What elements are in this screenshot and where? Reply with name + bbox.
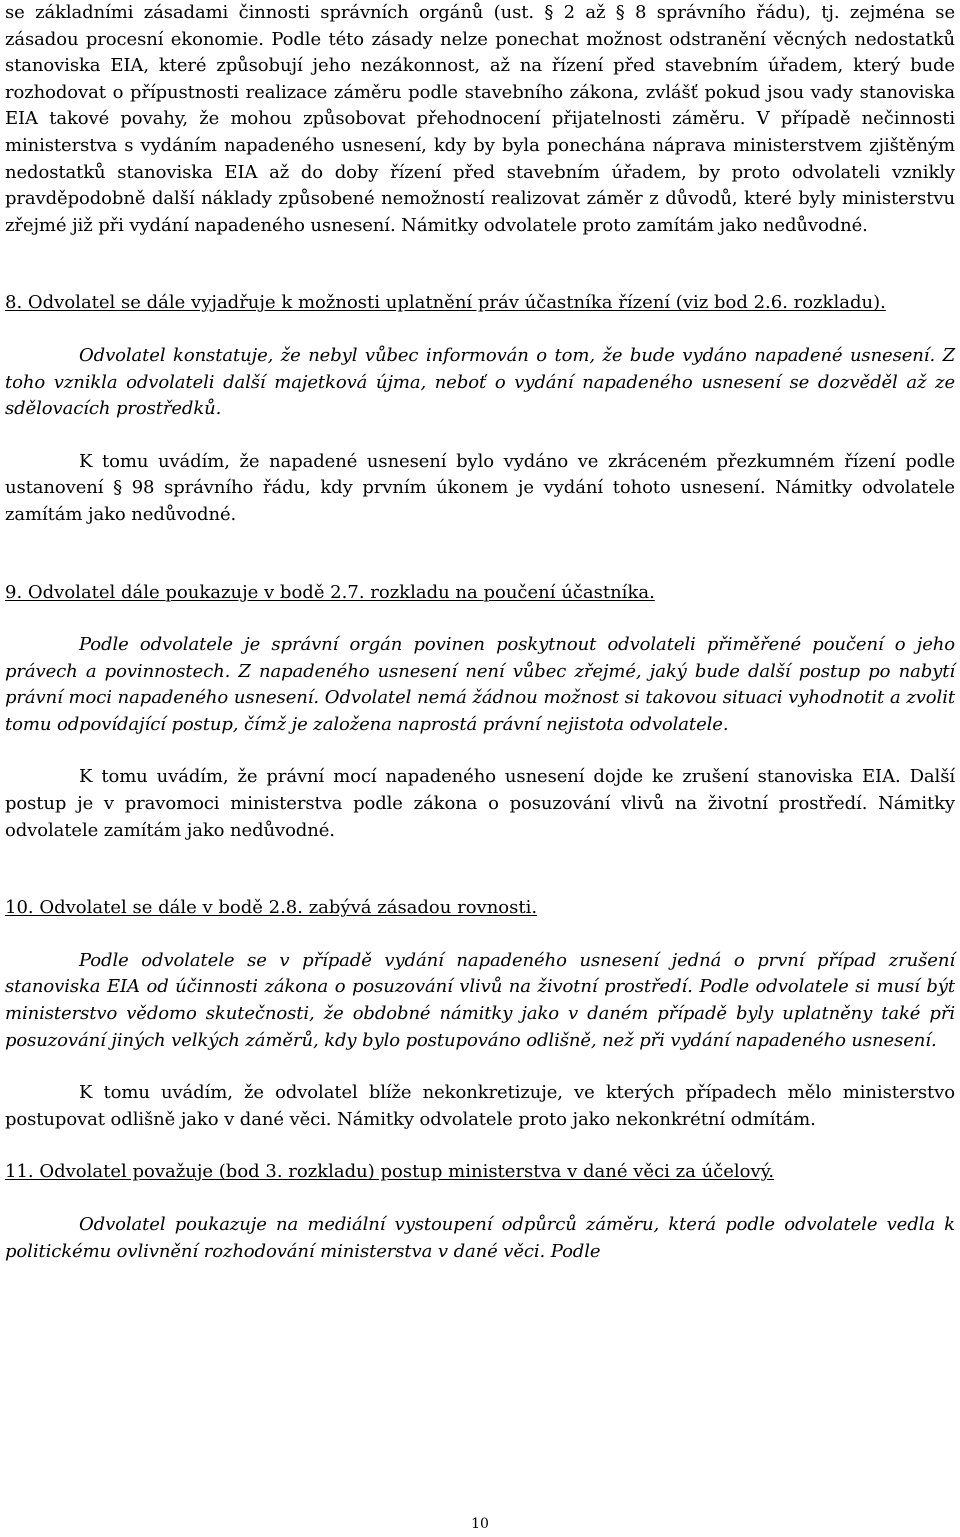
heading-point-9: 9. Odvolatel dále poukazuje v bodě 2.7. rozkladu na poučení účastníka. <box>5 581 655 603</box>
spacer <box>5 1054 955 1080</box>
paragraph-8-response: K tomu uvádím, že napadené usnesení bylo vydáno ve zkráceném přezkumném řízení podle ustanovení § 98 správního řádu, kdy prvním úkonem je vydání tohoto usnesení. Námitky odvolatele zamítám jako nedůvodné. <box>5 450 955 525</box>
paragraph-8-claim: Odvolatel konstatuje, že nebyl vůbec informován o tom, že bude vydáno napadené usnesení. Z toho vznikla odvolateli další majetková újma, neboť o vydání napadeného usnesení se dozvěděl až ze sdělovacích prostředků. <box>5 344 955 420</box>
paragraph-9-claim: Podle odvolatele je správní orgán povinen poskytnout odvolateli přiměřené poučení o jeho právech a povinnostech. Z napadeného usnesení není vůbec zřejmé, jaký bude další postup po nabytí právní moci napadeného usnesení. Odvolatel nemá žádnou možnost si takovou situaci vyhodnotit a zvolit tomu odpovídající postup, čímž je založena naprostá právní nejistota odvolatele. <box>5 634 955 735</box>
paragraph-intro: se základními zásadami činnosti správních orgánů (ust. § 2 až § 8 správního řádu), tj. zejména se zásadou procesní ekonomie. Podle této zásady nelze ponechat možnost odstranění věcných nedostatků stanoviska EIA, které způsobují jeho nezákonnost, až na řízení před stavebním úřadem, který bude rozhodovat o přípustnosti realizace záměru podle stavebního zákona, zvlášť pokud jsou vady stanoviska EIA takové povahy, že mohou způsobovat přehodnocení přijatelnosti záměru. V případě nečinnosti ministerstva s vydáním napadeného usnesení, kdy by byla ponechána náprava ministerstvem zjištěným nedostatků stanoviska EIA až do doby řízení před stavebním úřadem, by proto odvolateli vznikly pravděpodobně další náklady způsobené nemožností realizovat záměr z důvodů, které byly ministerstvu zřejmé již při vydání napadeného usnesení. Námitky odvolatele proto zamítám jako nedůvodné. <box>5 2 955 236</box>
spacer <box>5 738 955 764</box>
spacer <box>5 529 955 580</box>
spacer <box>5 239 955 290</box>
heading-point-8: 8. Odvolatel se dále vyjadřuje k možnosti uplatnění práv účastníka řízení (viz bod 2.6. rozkladu). <box>5 292 886 314</box>
spacer <box>5 1186 955 1212</box>
spacer <box>5 317 955 343</box>
paragraph-11-claim: Odvolatel poukazuje na mediální vystoupení odpůrců záměru, která podle odvolatele vedla k politickému ovlivnění rozhodování ministerstva v dané věci. Podle <box>5 1214 955 1262</box>
document-page <box>5 0 955 1265</box>
spacer <box>5 606 955 632</box>
paragraph-10-response: K tomu uvádím, že odvolatel blíže nekonkretizuje, ve kterých případech mělo ministerstvo postupovat odlišně jako v dané věci. Námitky odvolatele proto jako nekonkrétní odmítám. <box>5 1082 955 1130</box>
paragraph-10-claim: Podle odvolatele se v případě vydání napadeného usnesení jedná o první případ zrušení stanoviska EIA od účinnosti zákona o posuzování vlivů na životní prostředí. Podle odvolatele si musí být ministerstvo vědomo skutečnosti, že obdobné námitky jako v daném případě byly uplatněny také při posuzování jiných velkých záměrů, kdy bylo postupováno odlišně, než při vydání napadeného usnesení. <box>5 949 955 1051</box>
page-number: 10 <box>471 1516 489 1532</box>
spacer <box>5 1133 955 1159</box>
paragraph-9-response: K tomu uvádím, že právní mocí napadeného usnesení dojde ke zrušení stanoviska EIA. Další postup je v pravomoci ministerstva podle zákona o posuzování vlivů na životní prostředí. Námitky odvolatele zamítám jako nedůvodné. <box>5 766 955 841</box>
spacer <box>5 423 955 449</box>
heading-point-10: 10. Odvolatel se dále v bodě 2.8. zabývá zásadou rovnosti. <box>5 897 538 919</box>
spacer <box>5 922 955 948</box>
heading-point-11: 11. Odvolatel považuje (bod 3. rozkladu) postup ministerstva v dané věci za účelový. <box>5 1161 775 1183</box>
spacer <box>5 844 955 895</box>
